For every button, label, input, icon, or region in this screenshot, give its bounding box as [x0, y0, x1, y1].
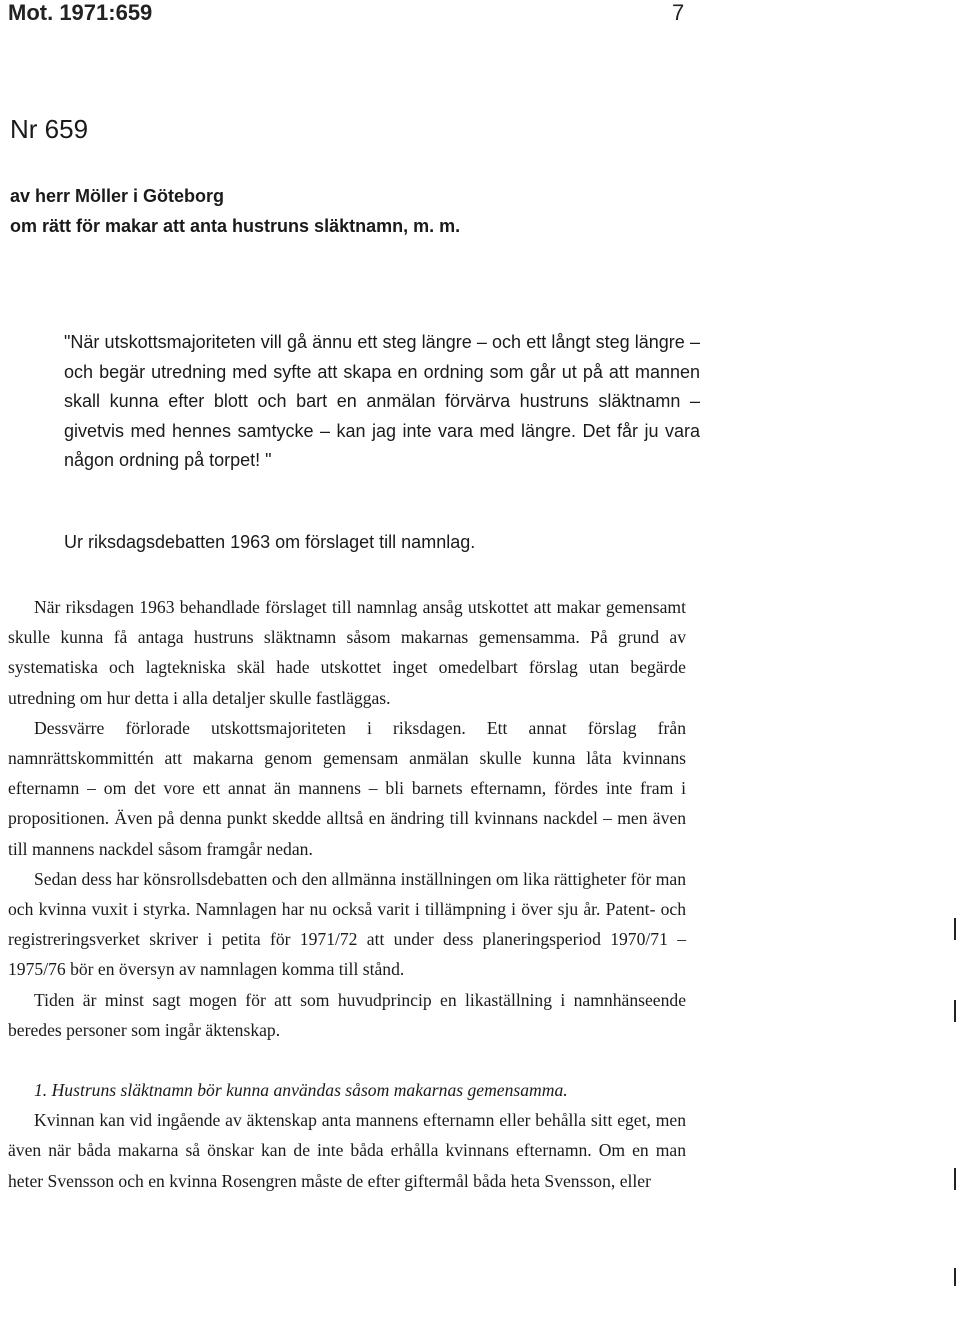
motion-number: Nr 659 [10, 114, 89, 144]
section-heading: 1. Hustruns släktnamn bör kunna användas såsom makarnas gemensamma. [34, 1080, 568, 1101]
body-paragraph: Sedan dess har könsrollsdebatten och den allmänna inställningen om lika rättigheter för man och kvinna vuxit i styrka. Namnlagen har nu också varit i tillämpning i över sju år. Patent- och registreringsverket skriver i petita för 1971/72 att under dess planeringsperiod 1970/71 – 1975/76 bör en översyn av namnlagen komma till stånd. [8, 868, 686, 980]
margin-mark [954, 918, 956, 940]
motion-byline [10, 181, 460, 241]
section-paragraph: Kvinnan kan vid ingående av äktenskap anta mannens efternamn eller behålla sitt eget, men även när båda makarna så önskar kan de inte båda erhålla kvinnans efternamn. Om en man heter Svensson och en kvinna Rosengren måste de efter giftermål båda heta Svensson, eller [8, 1110, 686, 1191]
body-paragraph: När riksdagen 1963 behandlade förslaget till namnlag ansåg utskottet att makar gemensamt skulle kunna få antaga hustruns släktnamn såsom makarnas gemensamma. På grund av systematiska och lagtekniska skäl hade utskottet inget omedelbart förslag utan begärde utredning om hur detta i alla detaljer skulle fastläggas. [8, 597, 686, 708]
document-reference: Mot. 1971:659 [8, 0, 153, 25]
body-paragraph: Dessvärre förlorade utskottsmajoriteten i riksdagen. Ett annat förslag från namnrättskommittén att makarna genom gemensam anmälan skulle kunna låta kvinnans efternamn – om det vore ett annat än mannens – bli barnets efternamn, fördes inte fram i propositionen. Även på denna punkt skedde alltså en ändring till kvinnans nackdel – men även till mannens nackdel såsom framgår nedan. [8, 717, 686, 859]
epigraph-quote: "När utskottsmajoriteten vill gå ännu ett steg längre – och ett långt steg längre – och begär utredning med syfte att skapa en ordning som går ut på att mannen skall kunna efter blott och bart en anmälan förvärva hustruns släktnamn – givetvis med hennes samtycke – kan jag inte vara med längre. Det får ju vara någon ordning på torpet! " [64, 332, 700, 471]
margin-mark [954, 1000, 956, 1022]
margin-mark [954, 1168, 956, 1190]
motion-author: av herr Möller i Göteborg [10, 186, 225, 206]
quote-source: Ur riksdagsdebatten 1963 om förslaget till namnlag. [64, 532, 476, 552]
page-number: 7 [672, 0, 685, 25]
body-paragraph: Tiden är minst sagt mogen för att som huvudprincip en likaställning i namnhänseende beredes personer som ingår äktenskap. [8, 989, 686, 1040]
motion-body [8, 592, 686, 1196]
motion-subject: om rätt för makar att anta hustruns släktnamn, m. m. [10, 216, 461, 236]
margin-mark [954, 1268, 956, 1286]
